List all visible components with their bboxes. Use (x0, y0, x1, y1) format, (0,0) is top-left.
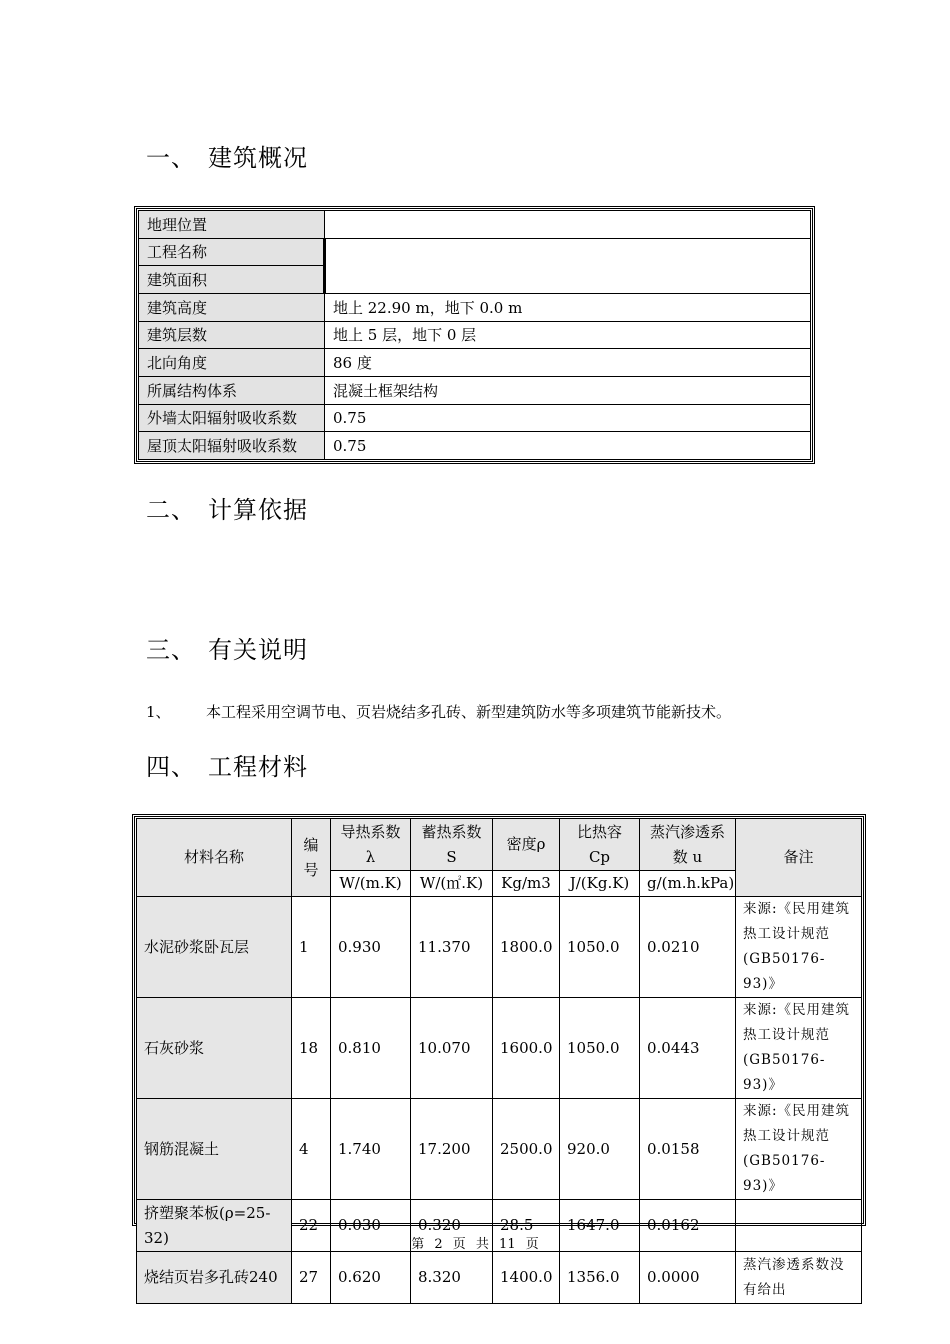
table-row (139, 349, 811, 377)
material-storage: 0.320 (411, 1200, 493, 1252)
material-density: 1600.0 (493, 998, 560, 1099)
section-title: 计算依据 (208, 496, 308, 524)
section-title: 建筑概况 (208, 144, 308, 172)
section-number: 二、 (146, 496, 196, 524)
row-value: 混凝土框架结构 (325, 376, 811, 404)
material-density: 1400.0 (493, 1252, 560, 1304)
unit-conductivity: W/(m.K) (331, 871, 411, 897)
material-heat-capacity: 1050.0 (560, 897, 640, 998)
table-row (137, 1252, 862, 1304)
material-vapor: 0.0162 (640, 1200, 736, 1252)
row-value: 0.75 (325, 432, 811, 460)
table-row (139, 376, 811, 404)
row-value: 0.75 (325, 404, 811, 432)
note-number: 1、 (146, 703, 171, 721)
material-name: 石灰砂浆 (137, 998, 292, 1099)
material-vapor: 0.0443 (640, 998, 736, 1099)
section-number: 一、 (146, 144, 196, 172)
material-heat-capacity: 1356.0 (560, 1252, 640, 1304)
table-row (139, 293, 811, 321)
material-id: 18 (292, 998, 331, 1099)
material-name: 水泥砂浆卧瓦层 (137, 897, 292, 998)
header-id: 编号 (292, 819, 331, 897)
row-label: 建筑高度 (139, 293, 325, 321)
material-id: 27 (292, 1252, 331, 1304)
note-text: 本工程采用空调节电、页岩烧结多孔砖、新型建筑防水等多项建筑节能新技术。 (206, 703, 732, 721)
section-title: 工程材料 (208, 753, 308, 781)
section-number: 三、 (146, 636, 196, 664)
row-value: 86 度 (325, 349, 811, 377)
material-vapor: 0.0000 (640, 1252, 736, 1304)
unit-vapor: g/(m.h.kPa) (640, 871, 736, 897)
material-storage: 10.070 (411, 998, 493, 1099)
row-label: 外墙太阳辐射吸收系数 (139, 404, 325, 432)
table-row (139, 211, 811, 239)
material-storage: 8.320 (411, 1252, 493, 1304)
material-conductivity: 0.810 (331, 998, 411, 1099)
header-material-name: 材料名称 (137, 819, 292, 897)
section-heading-overview (146, 138, 308, 173)
material-density: 2500.0 (493, 1099, 560, 1200)
material-vapor: 0.0210 (640, 897, 736, 998)
row-value (325, 238, 811, 293)
table-row (137, 998, 862, 1099)
material-conductivity: 0.030 (331, 1200, 411, 1252)
header-conductivity: 导热系数λ (331, 819, 411, 871)
material-id: 4 (292, 1099, 331, 1200)
material-storage: 17.200 (411, 1099, 493, 1200)
row-label: 屋顶太阳辐射吸收系数 (139, 432, 325, 460)
section-heading-materials (146, 747, 308, 782)
section-heading-basis (146, 490, 308, 525)
material-id: 22 (292, 1200, 331, 1252)
row-label: 工程名称 (139, 238, 325, 266)
row-value (325, 211, 811, 239)
material-vapor: 0.0158 (640, 1099, 736, 1200)
row-value: 地上 5 层，地下 0 层 (325, 321, 811, 349)
table-row (139, 432, 811, 460)
header-density: 密度ρ (493, 819, 560, 871)
material-density: 28.5 (493, 1200, 560, 1252)
section-number: 四、 (146, 753, 196, 781)
unit-storage: W/(㎡.K) (411, 871, 493, 897)
material-storage: 11.370 (411, 897, 493, 998)
material-remark: 来源:《民用建筑热工设计规范(GB50176-93)》 (736, 1099, 862, 1200)
row-label: 建筑面积 (139, 266, 325, 294)
material-remark: 来源:《民用建筑热工设计规范(GB50176-93)》 (736, 897, 862, 998)
material-density: 1800.0 (493, 897, 560, 998)
row-label: 建筑层数 (139, 321, 325, 349)
material-name: 钢筋混凝土 (137, 1099, 292, 1200)
material-name: 挤塑聚苯板(ρ=25-32) (137, 1200, 292, 1252)
material-remark: 来源:《民用建筑热工设计规范(GB50176-93)》 (736, 998, 862, 1099)
row-value: 地上 22.90 m，地下 0.0 m (325, 293, 811, 321)
material-heat-capacity: 920.0 (560, 1099, 640, 1200)
material-conductivity: 1.740 (331, 1099, 411, 1200)
table-row (139, 238, 811, 266)
unit-heat-capacity: J/(Kg.K) (560, 871, 640, 897)
row-label: 地理位置 (139, 211, 325, 239)
building-overview-table (134, 206, 815, 464)
table-row (139, 321, 811, 349)
material-conductivity: 0.930 (331, 897, 411, 998)
unit-density: Kg/m3 (493, 871, 560, 897)
table-header-row (137, 819, 862, 871)
header-heat-capacity: 比热容 Cp (560, 819, 640, 871)
table-row (139, 404, 811, 432)
section-heading-notes (146, 630, 308, 665)
header-storage: 蓄热系数 S (411, 819, 493, 871)
material-name: 烧结页岩多孔砖240 (137, 1252, 292, 1304)
header-vapor: 蒸汽渗透系数 u (640, 819, 736, 871)
note-item (146, 701, 731, 722)
material-heat-capacity: 1647.0 (560, 1200, 640, 1252)
material-remark: 蒸汽渗透系数没有给出 (736, 1252, 862, 1304)
material-conductivity: 0.620 (331, 1252, 411, 1304)
row-label: 北向角度 (139, 349, 325, 377)
row-label: 所属结构体系 (139, 376, 325, 404)
material-heat-capacity: 1050.0 (560, 998, 640, 1099)
material-id: 1 (292, 897, 331, 998)
header-remark: 备注 (736, 819, 862, 897)
table-row (137, 1099, 862, 1200)
page-footer: 第 2 页 共 11 页 (411, 1237, 539, 1252)
table-row (137, 897, 862, 998)
section-title: 有关说明 (208, 636, 308, 664)
